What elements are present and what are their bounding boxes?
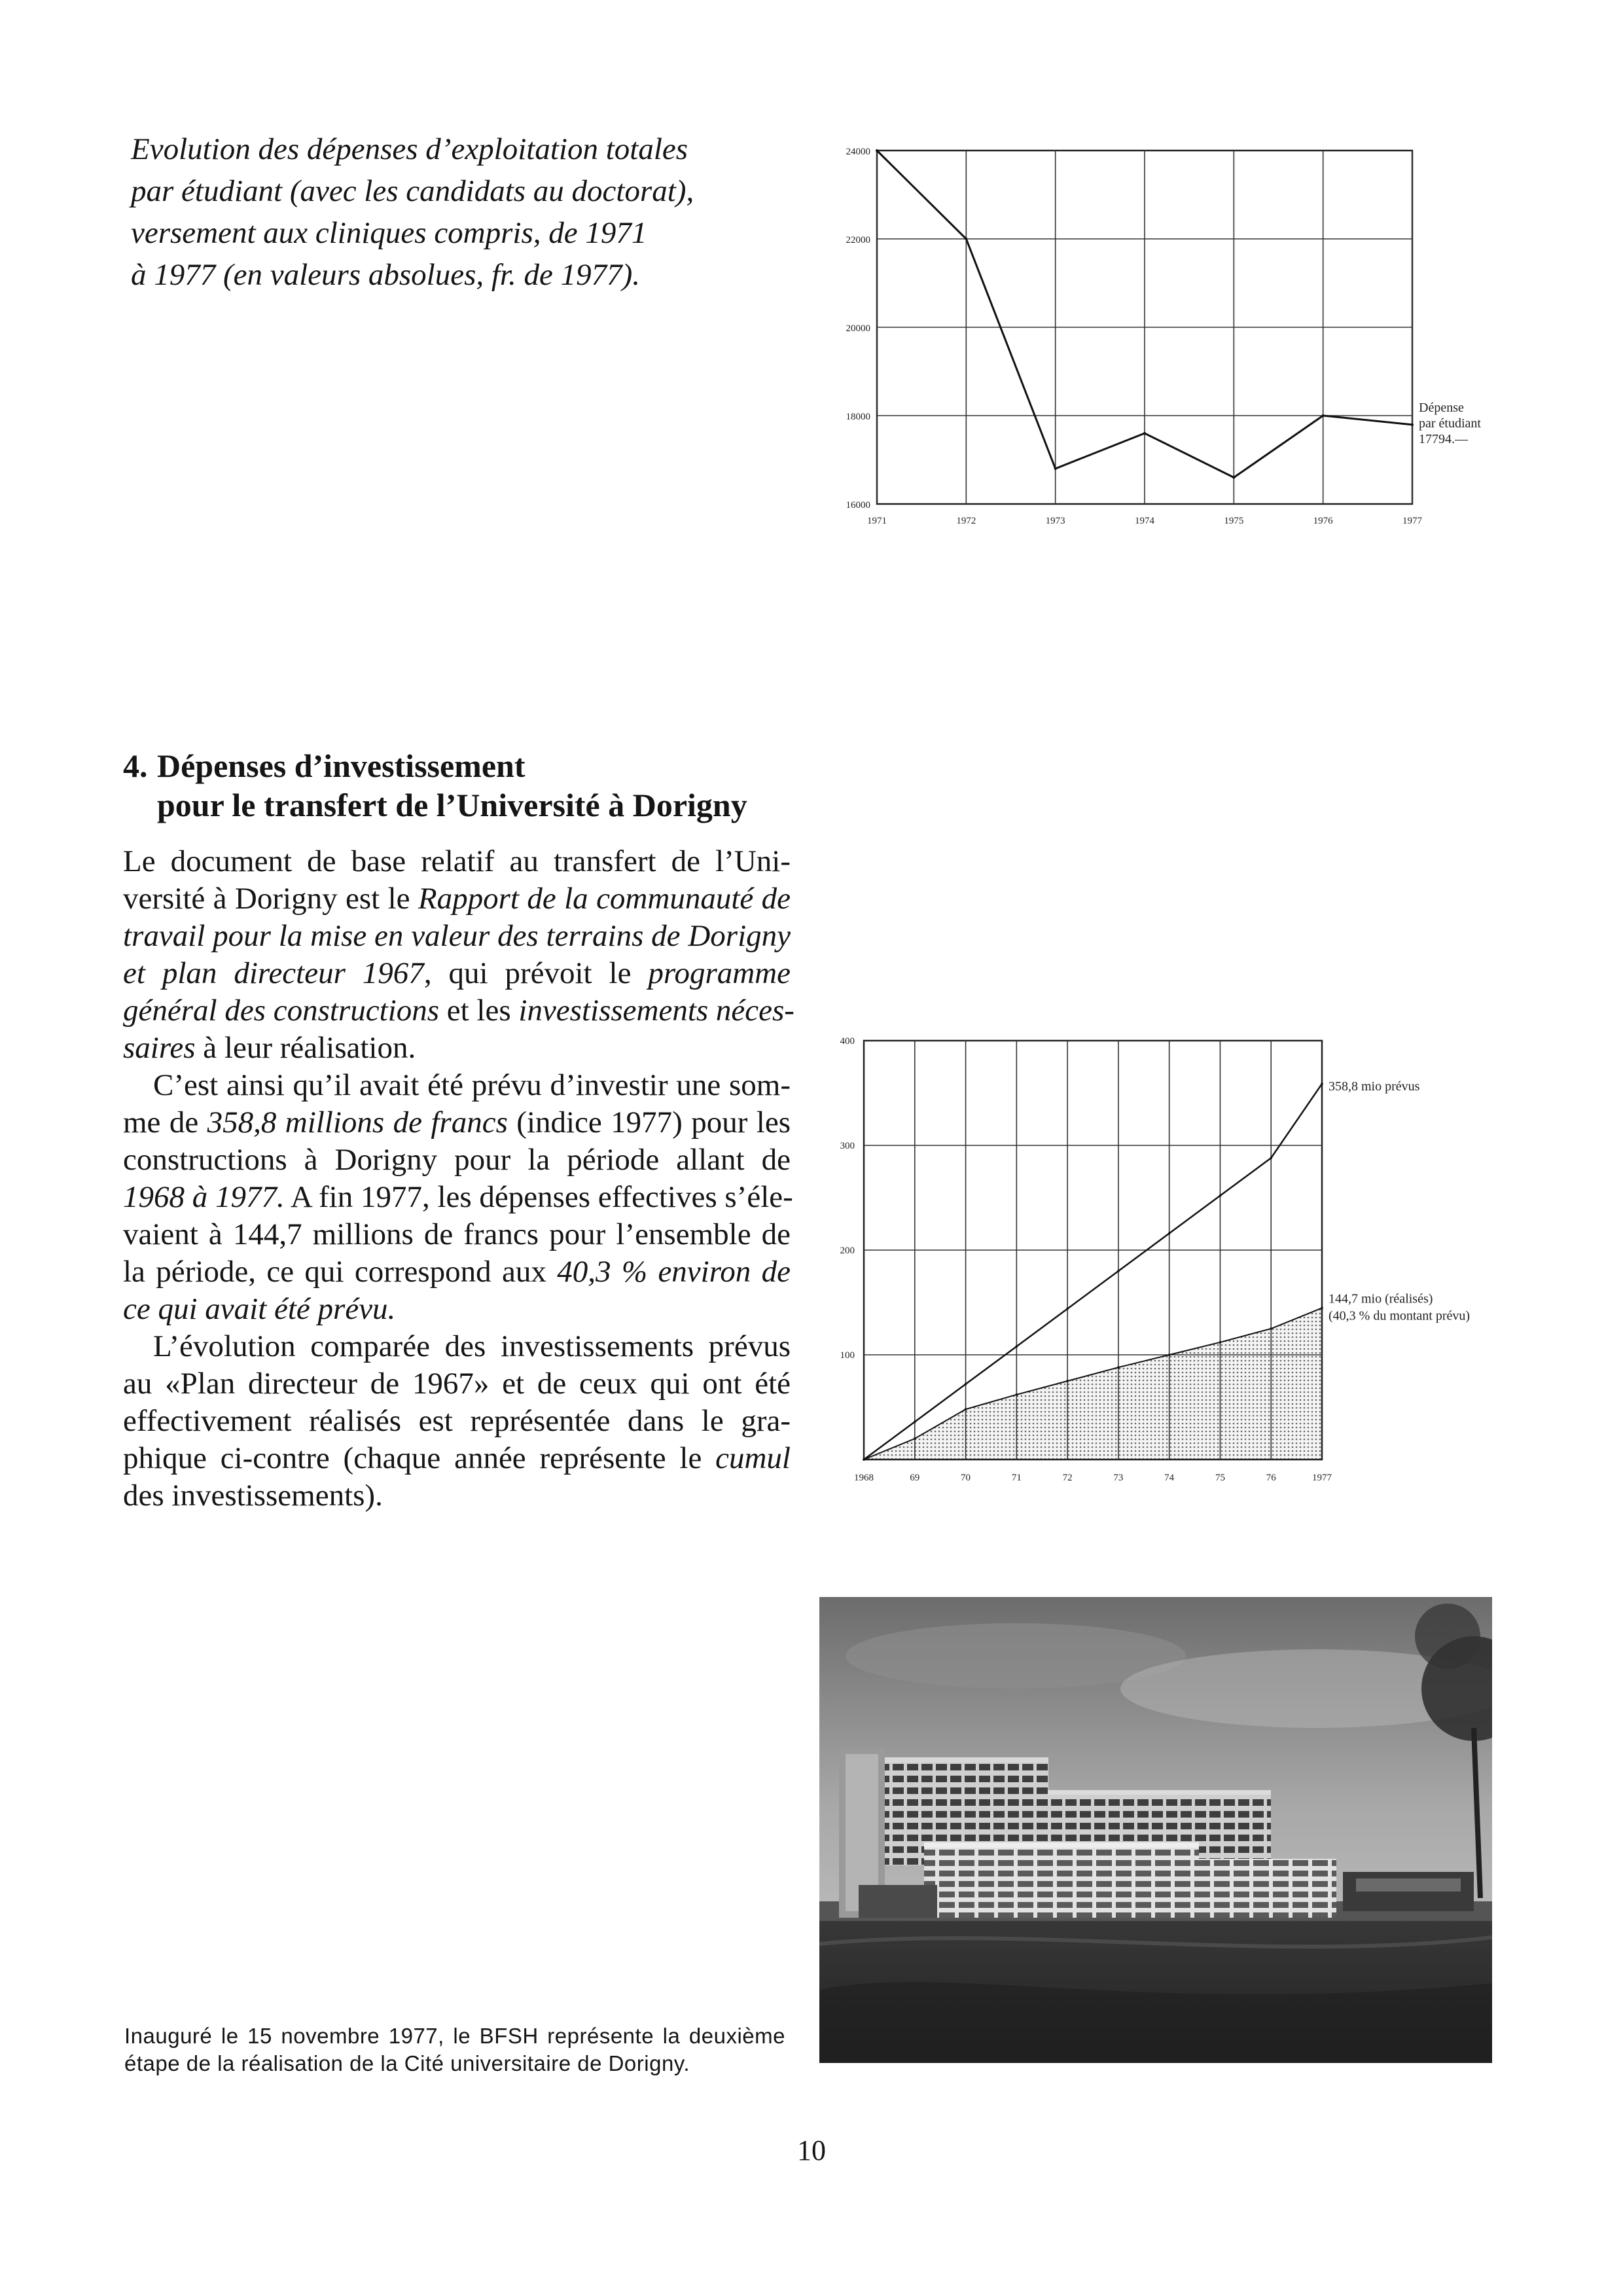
data-point xyxy=(876,149,878,152)
data-point xyxy=(1016,1345,1018,1348)
x-tick-label: 72 xyxy=(1062,1473,1073,1483)
annotation-label: par étudiant xyxy=(1419,416,1481,431)
x-tick-label: 73 xyxy=(1113,1473,1124,1483)
data-point xyxy=(965,238,967,240)
caption-line: par étudiant (avec les candidats au doctorat), xyxy=(131,174,694,208)
x-tick-label: 1973 xyxy=(1045,516,1065,526)
building-photo-image xyxy=(819,1597,1492,2063)
data-point xyxy=(863,1458,865,1461)
chart-expenses-per-student xyxy=(812,137,1531,556)
x-tick-label: 75 xyxy=(1215,1473,1225,1483)
x-tick-label: 1968 xyxy=(854,1473,874,1483)
text-line: général des constructions et les investissements néces- xyxy=(123,994,794,1028)
x-tick-label: 1974 xyxy=(1135,516,1154,526)
y-tick-label: 18000 xyxy=(846,412,870,422)
x-tick-label: 76 xyxy=(1266,1473,1276,1483)
paragraph-2 xyxy=(123,1067,791,1328)
y-tick-label: 300 xyxy=(840,1141,855,1151)
text-line: versité à Dorigny est le Rapport de la communauté de xyxy=(123,882,791,916)
caption-line: Evolution des dépenses d’exploitation totales xyxy=(131,132,688,166)
data-point xyxy=(1322,414,1325,417)
data-point xyxy=(1219,1341,1222,1344)
data-point xyxy=(1117,1366,1120,1369)
text-line: des investissements). xyxy=(123,1479,383,1513)
y-tick-label: 400 xyxy=(840,1036,855,1047)
paragraph-3 xyxy=(123,1328,791,1515)
text-line: la période, ce qui correspond aux 40,3 % environ de xyxy=(123,1255,791,1289)
data-point xyxy=(914,1421,916,1424)
data-point xyxy=(1270,1327,1272,1330)
data-point xyxy=(1232,476,1235,479)
text-line: me de 358,8 millions de francs (indice 1977) pour les xyxy=(123,1105,791,1139)
text-line: L’évolution comparée des investissements prévus xyxy=(153,1329,791,1363)
data-point xyxy=(1117,1270,1120,1272)
annotation-label: 17794.— xyxy=(1419,431,1468,446)
annotation-label: (40,3 % du montant prévu) xyxy=(1329,1308,1471,1323)
data-point xyxy=(1066,1380,1069,1382)
annotation-label: Dépense xyxy=(1419,400,1464,415)
x-tick-label: 74 xyxy=(1164,1473,1175,1483)
y-tick-label: 16000 xyxy=(846,500,870,511)
data-point xyxy=(1321,1307,1323,1310)
data-point xyxy=(1270,1157,1272,1159)
text-line: saires à leur réalisation. xyxy=(123,1031,416,1065)
data-point xyxy=(1143,432,1146,435)
chart1-caption xyxy=(131,128,759,296)
photo-caption-line2: étape de la réalisation de la Cité universitaire de Dorigny. xyxy=(124,2051,690,2075)
data-point xyxy=(1066,1308,1069,1310)
caption-line: à 1977 (en valeurs absolues, fr. de 1977). xyxy=(131,258,641,292)
x-tick-label: 1972 xyxy=(956,516,976,526)
paragraph-1 xyxy=(123,843,794,1067)
photo-caption-line1: Inauguré le 15 novembre 1977, le BFSH représente la deuxième xyxy=(124,2024,785,2048)
section-heading xyxy=(123,746,747,825)
caption-line: versement aux cliniques compris, de 1971 xyxy=(131,216,647,250)
chart-investments xyxy=(812,1021,1551,1518)
text-line: ce qui avait été prévu. xyxy=(123,1292,396,1326)
data-point xyxy=(1219,1194,1222,1197)
page-number: 10 xyxy=(797,2134,826,2166)
x-tick-label: 70 xyxy=(961,1473,971,1483)
text-line: effectivement réalisés est représentée dans le gra- xyxy=(123,1404,791,1438)
data-point xyxy=(1054,467,1057,470)
data-point xyxy=(1016,1393,1018,1396)
x-tick-label: 1975 xyxy=(1224,516,1244,526)
x-tick-label: 1977 xyxy=(1402,516,1422,526)
text-line: constructions à Dorigny pour la période allant de xyxy=(123,1143,791,1177)
text-line: vaient à 144,7 millions de francs pour l’ensemble de xyxy=(123,1217,791,1251)
y-tick-label: 22000 xyxy=(846,235,870,245)
data-point xyxy=(965,1383,967,1386)
text-line: travail pour la mise en valeur des terrains de Dorigny xyxy=(123,919,791,953)
y-tick-label: 200 xyxy=(840,1246,855,1256)
x-tick-label: 69 xyxy=(910,1473,920,1483)
text-line: et plan directeur 1967, qui prévoit le programme xyxy=(123,956,791,990)
data-point xyxy=(1321,1083,1323,1085)
y-tick-label: 20000 xyxy=(846,323,870,334)
section-number: 4. xyxy=(123,747,148,784)
annotation-label: 358,8 mio prévus xyxy=(1329,1079,1420,1094)
area-realises xyxy=(864,1308,1322,1460)
x-tick-label: 71 xyxy=(1011,1473,1022,1483)
text-line: au «Plan directeur de 1967» et de ceux qui ont été xyxy=(123,1367,791,1401)
data-point xyxy=(1168,1232,1171,1235)
data-point xyxy=(1411,423,1414,426)
y-tick-label: 100 xyxy=(840,1350,855,1361)
building-photo xyxy=(819,1597,1492,2063)
text-line: phique ci-contre (chaque année représente le cumul xyxy=(123,1441,791,1475)
text-line: Le document de base relatif au transfert de l’Uni- xyxy=(123,844,791,878)
data-point xyxy=(1168,1354,1171,1356)
text-line: C’est ainsi qu’il avait été prévu d’investir une som- xyxy=(153,1068,791,1102)
section-title-line2: pour le transfert de l’Université à Dorigny xyxy=(157,787,747,823)
text-line: 1968 à 1977. A fin 1977, les dépenses effectives s’éle- xyxy=(123,1180,793,1214)
data-point xyxy=(914,1437,916,1440)
x-tick-label: 1976 xyxy=(1313,516,1333,526)
data-point xyxy=(965,1408,967,1410)
body-text xyxy=(123,843,794,1515)
photo-caption xyxy=(124,2022,785,2077)
x-tick-label: 1971 xyxy=(867,516,887,526)
section-title-line1: Dépenses d’investissement xyxy=(157,747,526,784)
annotation-label: 144,7 mio (réalisés) xyxy=(1329,1291,1433,1306)
x-tick-label: 1977 xyxy=(1312,1473,1332,1483)
y-tick-label: 24000 xyxy=(846,147,870,157)
